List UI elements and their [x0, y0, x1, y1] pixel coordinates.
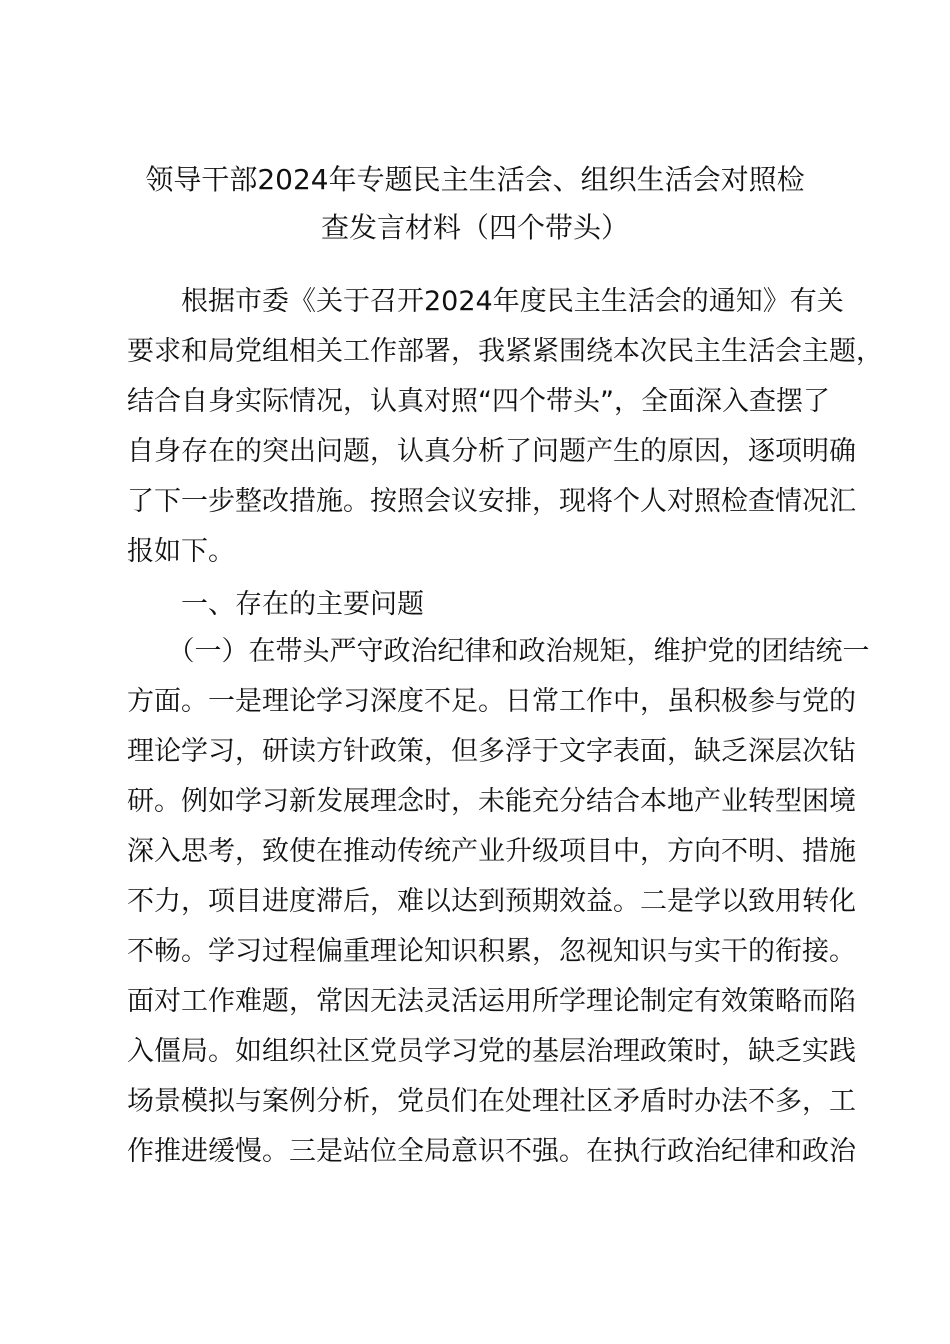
body-line-4: 自身存在的突出问题，认真分析了问题产生的原因，逐项明确 — [127, 436, 856, 467]
body-line-5: 了下一步整改措施。按照会议安排，现将个人对照检查情况汇 — [127, 486, 856, 517]
body-line-11: 研。例如学习新发展理念时，未能充分结合本地产业转型困境 — [127, 786, 856, 817]
document-title-line-2: 查发言材料（四个带头） — [320, 211, 629, 244]
body-line-10: 理论学习，研读方针政策，但多浮于文字表面，缺乏深层次钻 — [127, 736, 856, 767]
body-line-14: 不畅。学习过程偏重理论知识积累，忽视知识与实干的衔接。 — [127, 936, 856, 967]
body-line-12: 深入思考，致使在推动传统产业升级项目中，方向不明、措施 — [127, 836, 856, 867]
body-line-13: 不力，项目进度滞后，难以达到预期效益。二是学以致用转化 — [127, 886, 856, 917]
body-line-8: （一）在带头严守政治纪律和政治规矩，维护党的团结统一 — [127, 636, 870, 667]
section-heading: 一、存在的主要问题 — [127, 589, 424, 620]
body-line-15: 面对工作难题，常因无法灵活运用所学理论制定有效策略而陷 — [127, 986, 856, 1017]
body-line-6: 报如下。 — [127, 536, 235, 567]
body-line-2: 要求和局党组相关工作部署，我紧紧围绕本次民主生活会主题， — [127, 336, 883, 367]
body-line-9: 方面。一是理论学习深度不足。日常工作中，虽积极参与党的 — [127, 686, 856, 717]
document-title-line-1: 领导干部2024年专题民主生活会、组织生活会对照检 — [145, 163, 805, 196]
body-line-17: 场景模拟与案例分析，党员们在处理社区矛盾时办法不多，工 — [127, 1086, 856, 1117]
body-line-3: 结合自身实际情况，认真对照“四个带头”，全面深入查摆了 — [127, 386, 830, 417]
body-line-16: 入僵局。如组织社区党员学习党的基层治理政策时，缺乏实践 — [127, 1036, 856, 1067]
body-line-18: 作推进缓慢。三是站位全局意识不强。在执行政治纪律和政治 — [127, 1136, 856, 1167]
body-line-1: 根据市委《关于召开2024年度民主生活会的通知》有关 — [127, 286, 844, 317]
